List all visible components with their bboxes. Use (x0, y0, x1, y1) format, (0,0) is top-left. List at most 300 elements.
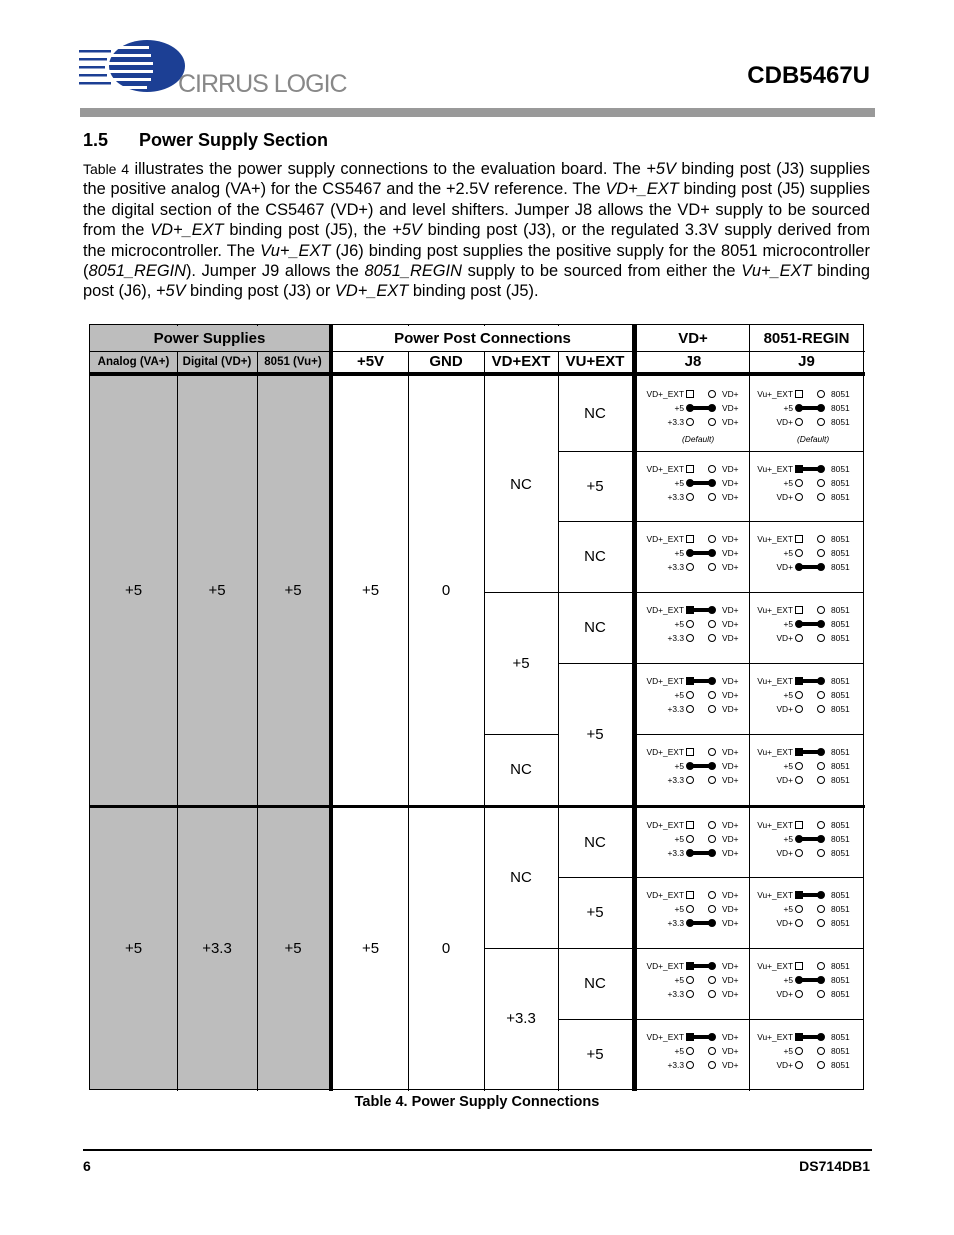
cell-vuext: +5 (586, 725, 604, 743)
jumper-pin (686, 390, 694, 398)
j8-jumper-diagram (638, 1025, 752, 1095)
jumper-pin (795, 776, 803, 784)
pin-label: VD+ (776, 848, 793, 858)
pin-label: VD+ (722, 478, 739, 488)
jumper-pin (708, 1061, 716, 1069)
table-rule (558, 948, 632, 949)
jumper-pin (708, 762, 716, 770)
pin-label: 8051 (831, 478, 850, 488)
pin-label: VD+ (722, 761, 739, 771)
jumper-pin (795, 849, 803, 857)
paragraph-segment: illustrates the power supply connections to the evaluation board. The (129, 160, 647, 178)
j9-jumper-diagram (751, 1025, 865, 1095)
jumper-pin (686, 962, 694, 970)
paragraph-segment: (J6) binding post supplies the positive supply for the 8051 microcontroller ( (83, 241, 870, 281)
jumper-pin (795, 990, 803, 998)
pin-label: VD+ (776, 704, 793, 714)
jumper-pin (817, 990, 825, 998)
pin-label: +3.3 (667, 417, 684, 427)
pin-label: +5 (783, 690, 793, 700)
table-rule (558, 663, 632, 664)
pin-label: VD+ (722, 918, 739, 928)
pin-label: 8051 (831, 690, 850, 700)
pin-label: +5 (783, 478, 793, 488)
table-rule (558, 877, 632, 878)
jumper-pin (708, 821, 716, 829)
pin-label: VD+ (776, 1060, 793, 1070)
col-header: 8051 (Vu+) (264, 355, 322, 368)
jumper-pin (795, 493, 803, 501)
jumper-pin (708, 905, 716, 913)
pin-label: +5 (674, 1046, 684, 1056)
pin-label: +5 (674, 975, 684, 985)
pin-label: VD+ (722, 534, 739, 544)
jumper-pin (686, 748, 694, 756)
pin-label: +5 (783, 548, 793, 558)
pin-label: 8051 (831, 1032, 850, 1042)
pin-label: +5 (674, 403, 684, 413)
pin-label: VD+ (776, 775, 793, 785)
paragraph-segment: VD+_EXT (150, 221, 224, 240)
pin-label: VD+ (722, 403, 739, 413)
jumper-pin (708, 835, 716, 843)
cell-analog: +5 (124, 582, 143, 599)
pin-label: VD+ (722, 890, 739, 900)
jumper-pin (686, 634, 694, 642)
jumper-pin (817, 535, 825, 543)
cell-digital: +3.3 (202, 939, 232, 957)
section-title: Power Supply Section (139, 130, 329, 150)
jumper-pin (795, 418, 803, 426)
j8-jumper-diagram (638, 382, 752, 452)
jumper-pin (795, 821, 803, 829)
jumper-pin (795, 762, 803, 770)
col-header: Digital (VD+) (182, 355, 252, 368)
paragraph-segment: binding post (J3) supplies the positive analog (VA+) for the CS5467 and the +2.5V reference. The (83, 160, 870, 199)
pin-label: VD+ (722, 747, 739, 757)
table-caption: Table 4. Power Supply Connections (354, 1094, 600, 1110)
header-vd: VD+ (678, 329, 708, 347)
jumper-pin (686, 776, 694, 784)
pin-label: +5 (674, 548, 684, 558)
pin-label: +5 (674, 834, 684, 844)
jumper-pin (795, 606, 803, 614)
pin-label: Vu+_EXT (757, 747, 793, 757)
cell-vdext: NC (510, 761, 532, 778)
paragraph-segment: binding post (J5), the (223, 221, 393, 240)
jumper-pin (817, 748, 825, 756)
jumper-pin (817, 634, 825, 642)
jumper-pin (708, 677, 716, 685)
jumper-pin (817, 606, 825, 614)
pin-label: +5 (783, 619, 793, 629)
jumper-pin (686, 563, 694, 571)
cell-vdext: NC (510, 475, 532, 493)
pin-label: VD+ (722, 633, 739, 643)
jumper-pin (795, 563, 803, 571)
pin-label: +5 (783, 761, 793, 771)
jumper-pin (686, 535, 694, 543)
pin-label: Vu+_EXT (757, 676, 793, 686)
pin-label: Vu+_EXT (757, 890, 793, 900)
j9-jumper-diagram (751, 457, 865, 527)
jumper-pin (817, 549, 825, 557)
pin-label: VD+ (722, 389, 739, 399)
pin-label: 8051 (831, 704, 850, 714)
j9-jumper-diagram (751, 883, 865, 953)
cell-vdext: NC (510, 869, 532, 886)
j8-jumper-diagram (638, 954, 752, 1024)
jumper-pin (708, 705, 716, 713)
pin-label: VD+ (722, 417, 739, 427)
j9-jumper-diagram (751, 740, 865, 810)
jumper-pin (817, 465, 825, 473)
pin-label: 8051 (831, 747, 850, 757)
pin-label: +5 (783, 834, 793, 844)
col-header: VU+EXT (565, 353, 625, 370)
pin-label: VD+_EXT (646, 820, 684, 830)
jumper-pin (795, 390, 803, 398)
pin-label: VD+ (722, 904, 739, 914)
cell-vdext: +3.3 (506, 1010, 536, 1027)
pin-label: VD+ (722, 775, 739, 785)
table-rule (558, 1019, 632, 1020)
jumper-pin (795, 835, 803, 843)
pin-label: VD+ (776, 562, 793, 572)
table-rule (558, 592, 632, 593)
pin-label: VD+ (722, 464, 739, 474)
jumper-pin (817, 691, 825, 699)
jumper-pin (686, 849, 694, 857)
pin-label: VD+ (776, 417, 793, 427)
jumper-pin (686, 1033, 694, 1041)
pin-label: VD+ (722, 961, 739, 971)
pin-label: VD+_EXT (646, 464, 684, 474)
cell-gnd: 0 (441, 582, 451, 599)
jumper-pin (686, 821, 694, 829)
jumper-pin (817, 891, 825, 899)
jumper-pin (686, 705, 694, 713)
j9-jumper-diagram (751, 527, 865, 597)
pin-label: 8051 (831, 534, 850, 544)
pin-label: +3.3 (667, 918, 684, 928)
pin-label: 8051 (831, 417, 850, 427)
j8-jumper-diagram (638, 740, 752, 810)
pin-label: VD+ (722, 1046, 739, 1056)
jumper-pin (686, 1047, 694, 1055)
paragraph-segment: VD+_EXT (605, 180, 679, 199)
jumper-pin (708, 390, 716, 398)
jumper-pin (817, 705, 825, 713)
jumper-pin (686, 479, 694, 487)
paragraph-segment: VD+_EXT (334, 282, 409, 301)
pin-label: +3.3 (667, 633, 684, 643)
table-rule (484, 592, 558, 593)
pin-label: VD+ (722, 704, 739, 714)
jumper-pin (795, 748, 803, 756)
page-number: 6 (83, 1158, 91, 1174)
jumper-pin (686, 835, 694, 843)
table-rule (558, 521, 632, 522)
jumper-pin (686, 465, 694, 473)
cell-gnd: 0 (441, 939, 451, 957)
pin-label: +3.3 (667, 1060, 684, 1070)
pin-label: +3.3 (667, 989, 684, 999)
jumper-pin (795, 634, 803, 642)
jumper-pin (795, 705, 803, 713)
pin-label: +3.3 (667, 562, 684, 572)
jumper-pin (708, 990, 716, 998)
jumper-pin (795, 535, 803, 543)
cell-vu: +5 (284, 582, 302, 599)
pin-label: VD+ (722, 1060, 739, 1070)
jumper-pin (795, 404, 803, 412)
paragraph-segment: supply to be sourced from either the (461, 262, 742, 281)
pin-label: VD+ (776, 918, 793, 928)
pin-label: 8051 (831, 389, 850, 399)
table-rule (484, 948, 558, 949)
jumper-pin (708, 606, 716, 614)
pin-label: 8051 (831, 848, 850, 858)
j9-jumper-diagram (751, 382, 865, 452)
jumper-pin (708, 563, 716, 571)
pin-label: VD+_EXT (646, 961, 684, 971)
pin-label: VD+ (722, 820, 739, 830)
table-rule (484, 734, 558, 735)
jumper-pin (708, 891, 716, 899)
pin-label: VD+ (722, 676, 739, 686)
pin-label: 8051 (831, 676, 850, 686)
jumper-pin (686, 691, 694, 699)
jumper-pin (708, 620, 716, 628)
pin-label: +5 (783, 403, 793, 413)
pin-label: 8051 (831, 890, 850, 900)
pin-label: 8051 (831, 904, 850, 914)
j8-jumper-diagram (638, 598, 752, 668)
jumper-pin (708, 919, 716, 927)
col-header: Analog (VA+) (97, 355, 170, 368)
cell-5v: +5 (361, 582, 380, 599)
pin-label: VD+ (722, 848, 739, 858)
jumper-pin (817, 404, 825, 412)
jumper-pin (817, 835, 825, 843)
jumper-pin (817, 919, 825, 927)
j9-jumper-diagram (751, 813, 865, 883)
pin-label: VD+ (776, 492, 793, 502)
pin-label: VD+_EXT (646, 747, 684, 757)
pin-label: 8051 (831, 1060, 850, 1070)
paragraph-segment: Vu+_EXT (741, 262, 812, 281)
jumper-pin (817, 905, 825, 913)
pin-label: 8051 (831, 989, 850, 999)
jumper-pin (795, 691, 803, 699)
pin-label: 8051 (831, 975, 850, 985)
pin-label: +3.3 (667, 775, 684, 785)
pin-label: VD+ (722, 989, 739, 999)
pin-label: VD+_EXT (646, 890, 684, 900)
jumper-pin (817, 962, 825, 970)
j8-jumper-diagram (638, 883, 752, 953)
col-header: VD+EXT (491, 353, 551, 370)
pin-label: 8051 (831, 961, 850, 971)
jumper-pin (795, 976, 803, 984)
pin-label: 8051 (831, 403, 850, 413)
pin-label: VD+ (776, 633, 793, 643)
jumper-pin (795, 1033, 803, 1041)
cell-vuext: NC (584, 619, 606, 636)
jumper-pin (708, 976, 716, 984)
pin-label: +5 (674, 478, 684, 488)
jumper-pin (817, 493, 825, 501)
double-rule (632, 325, 637, 1091)
logo-text: CIRRUS LOGIC (178, 70, 347, 98)
pin-label: Vu+_EXT (757, 820, 793, 830)
jumper-pin (795, 905, 803, 913)
jumper-pin (817, 776, 825, 784)
pin-label: 8051 (831, 761, 850, 771)
pin-label: VD+ (722, 492, 739, 502)
pin-label: +5 (783, 1046, 793, 1056)
pin-label: +5 (783, 904, 793, 914)
paragraph-segment: binding post (J3) or (185, 282, 335, 301)
jumper-pin (795, 1061, 803, 1069)
pin-label: 8051 (831, 605, 850, 615)
jumper-pin (817, 762, 825, 770)
paragraph-segment: 8051_REGIN (364, 262, 462, 281)
pin-label: VD+ (722, 562, 739, 572)
jumper-pin (708, 493, 716, 501)
jumper-pin (817, 1033, 825, 1041)
pin-label: +5 (674, 619, 684, 629)
jumper-pin (708, 549, 716, 557)
pin-label: +5 (674, 904, 684, 914)
jumper-pin (708, 404, 716, 412)
paragraph-segment: ). Jumper J9 allows the (185, 262, 365, 281)
section-number: 1.5 (83, 130, 109, 150)
pin-label: VD+_EXT (646, 534, 684, 544)
jumper-pin (708, 962, 716, 970)
default-label: (Default) (797, 434, 830, 444)
jumper-pin (817, 677, 825, 685)
jumper-pin (817, 1061, 825, 1069)
footer-rule (83, 1149, 872, 1151)
jumper-pin (817, 976, 825, 984)
pin-label: 8051 (831, 619, 850, 629)
pin-label: VD+_EXT (646, 605, 684, 615)
pin-label: VD+ (722, 1032, 739, 1042)
paragraph-segment: 8051_REGIN (88, 262, 186, 281)
cell-analog: +5 (124, 939, 143, 957)
jumper-pin (795, 479, 803, 487)
jumper-pin (686, 493, 694, 501)
pin-label: 8051 (831, 464, 850, 474)
paragraph-segment: Table 4 (83, 161, 130, 177)
jumper-pin (708, 776, 716, 784)
jumper-pin (686, 677, 694, 685)
j8-jumper-diagram (638, 669, 752, 739)
pin-label: 8051 (831, 633, 850, 643)
pin-label: +3.3 (667, 704, 684, 714)
pin-label: VD+ (722, 834, 739, 844)
pin-label: 8051 (831, 775, 850, 785)
cell-vdext: +5 (512, 654, 530, 672)
pin-label: VD+ (722, 975, 739, 985)
jumper-pin (795, 465, 803, 473)
jumper-pin (686, 418, 694, 426)
header-power-post: Power Post Connections (394, 329, 571, 347)
pin-label: 8051 (831, 492, 850, 502)
col-header: +5V (356, 353, 385, 370)
cell-vuext: NC (584, 405, 606, 422)
header-8051-regin: 8051-REGIN (763, 329, 850, 347)
j9-jumper-diagram (751, 598, 865, 668)
j9-jumper-diagram (751, 954, 865, 1024)
j8-jumper-diagram (638, 813, 752, 883)
jumper-pin (686, 919, 694, 927)
pin-label: Vu+_EXT (757, 605, 793, 615)
jumper-pin (817, 1047, 825, 1055)
footer-doc-id: DS714DB1 (799, 1158, 870, 1174)
jumper-pin (686, 990, 694, 998)
section-heading (83, 130, 328, 151)
paragraph-segment: +5V (392, 221, 422, 240)
pin-label: VD+_EXT (646, 676, 684, 686)
jumper-pin (795, 962, 803, 970)
pin-label: +3.3 (667, 848, 684, 858)
jumper-pin (817, 620, 825, 628)
jumper-pin (686, 606, 694, 614)
pin-label: +5 (674, 690, 684, 700)
default-label: (Default) (682, 434, 715, 444)
jumper-pin (686, 762, 694, 770)
body-paragraph (83, 159, 870, 302)
cell-vuext: +5 (586, 904, 604, 921)
jumper-pin (686, 404, 694, 412)
jumper-pin (817, 849, 825, 857)
pin-label: Vu+_EXT (757, 534, 793, 544)
jumper-pin (817, 563, 825, 571)
pin-label: +5 (783, 975, 793, 985)
cell-vuext: +5 (586, 1045, 604, 1063)
pin-label: VD+ (776, 989, 793, 999)
paragraph-segment: binding post (J5) supplies the digital section of the CS5467 (VD+) and level shifters. Jumper J8 allows the VD+ supply to be sourced from the (83, 180, 870, 240)
cell-digital: +5 (208, 582, 226, 599)
paragraph-segment: Vu+_EXT (260, 241, 331, 260)
cell-vu: +5 (284, 939, 302, 957)
jumper-pin (708, 465, 716, 473)
paragraph-segment: binding post (J5). (408, 282, 539, 301)
jumper-pin (817, 390, 825, 398)
jumper-pin (686, 976, 694, 984)
jumper-pin (686, 1061, 694, 1069)
col-header: GND (429, 353, 463, 370)
pin-label: VD+ (722, 619, 739, 629)
jumper-pin (708, 849, 716, 857)
jumper-pin (795, 919, 803, 927)
pin-label: VD+_EXT (646, 1032, 684, 1042)
cell-5v: +5 (361, 939, 380, 957)
table-rule (558, 451, 632, 452)
pin-label: +3.3 (667, 492, 684, 502)
col-header: J8 (684, 353, 702, 370)
jumper-pin (795, 620, 803, 628)
jumper-pin (795, 549, 803, 557)
header-rule (80, 108, 875, 117)
cell-vuext: NC (584, 548, 606, 565)
pin-label: +5 (674, 761, 684, 771)
power-supply-table (89, 324, 864, 1090)
cell-vuext: NC (584, 975, 606, 992)
